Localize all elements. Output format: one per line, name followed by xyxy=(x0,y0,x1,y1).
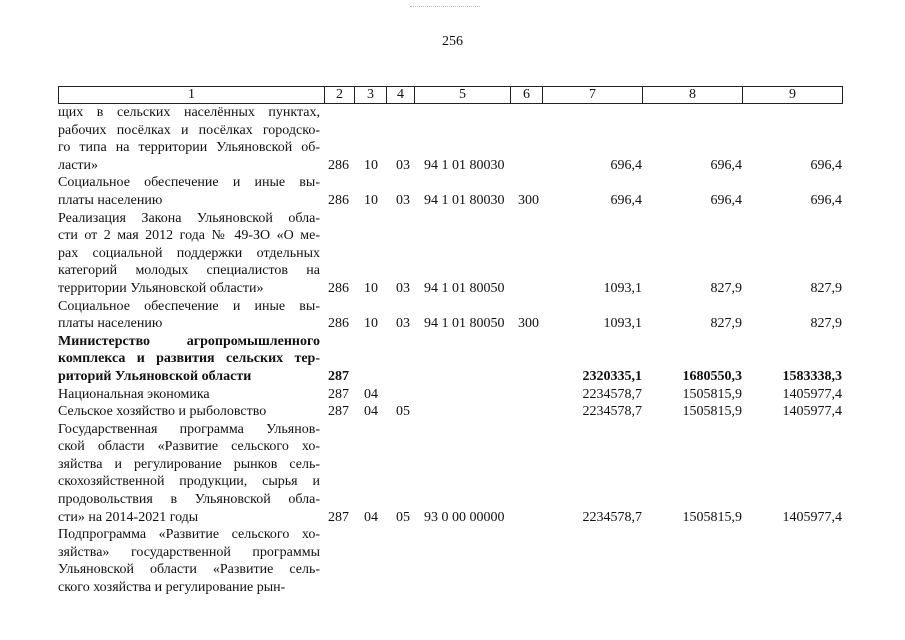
description-line: ского хозяйства и регулирование рын- xyxy=(58,580,286,596)
cell-col-9: 1405977,4 xyxy=(782,404,842,420)
table-row xyxy=(58,174,842,209)
description-line: Социальное обеспечение и иные вы- xyxy=(58,175,320,191)
header-col-3: 3 xyxy=(355,87,387,104)
description-line: скохозяйственной продукции, сырья и xyxy=(58,474,320,490)
cell-col-5: 94 1 01 80030 xyxy=(424,192,505,208)
table-body xyxy=(58,104,842,597)
cell-col-8: 1505815,9 xyxy=(682,404,742,420)
description-line: зяйства» государственной программы xyxy=(58,544,320,560)
header-col-2: 2 xyxy=(325,87,355,104)
cell-col-8: 1505815,9 xyxy=(682,509,742,525)
description-line: сти» на 2014-2021 годы xyxy=(58,509,199,525)
description-line: го типа на территории Ульяновской об- xyxy=(58,140,320,156)
description-line: ласти» xyxy=(58,157,99,173)
description-line: Реализация Закона Ульяновской обла- xyxy=(58,210,320,226)
cell-col-9: 827,9 xyxy=(810,316,842,332)
cell-col-2: 286 xyxy=(328,157,349,173)
cell-col-8: 827,9 xyxy=(710,280,742,296)
cell-col-4: 03 xyxy=(396,157,410,173)
description-line: зяйства и регулирование рынков сель- xyxy=(58,456,320,472)
row-description xyxy=(58,174,320,209)
cell-col-7: 696,4 xyxy=(610,157,642,173)
table-row xyxy=(58,386,842,404)
cell-col-6: 300 xyxy=(518,192,539,208)
table-row xyxy=(58,104,842,174)
row-description xyxy=(58,421,320,527)
row-description xyxy=(58,210,320,298)
cell-col-2: 286 xyxy=(328,192,349,208)
cell-col-4: 05 xyxy=(396,404,410,420)
cell-col-5: 94 1 01 80030 xyxy=(424,157,505,173)
cell-col-2: 286 xyxy=(328,316,349,332)
cell-col-6: 300 xyxy=(518,316,539,332)
cell-col-8: 1680550,3 xyxy=(682,368,742,384)
header-col-5: 5 xyxy=(415,87,511,104)
row-description xyxy=(58,298,320,333)
description-line: платы населению xyxy=(58,192,163,208)
description-line: продовольствия в Ульяновской обла- xyxy=(58,492,320,508)
cell-col-2: 287 xyxy=(328,368,349,384)
cell-col-8: 827,9 xyxy=(710,316,742,332)
row-description xyxy=(58,403,320,421)
description-line: территории Ульяновской области» xyxy=(58,280,264,296)
cell-col-5: 93 0 00 00000 xyxy=(424,509,505,525)
description-line: рабочих посёлках и посёлках городско- xyxy=(58,122,320,138)
description-line: рах социальной поддержки отдельных xyxy=(58,245,320,261)
cell-col-7: 2234578,7 xyxy=(582,509,642,525)
cell-col-7: 2320335,1 xyxy=(582,368,642,384)
cell-col-3: 04 xyxy=(364,404,378,420)
cell-col-4: 03 xyxy=(396,280,410,296)
cell-col-9: 696,4 xyxy=(810,157,842,173)
header-col-6: 6 xyxy=(511,87,543,104)
cell-col-3: 10 xyxy=(364,316,378,332)
table-row xyxy=(58,403,842,421)
header-col-9: 9 xyxy=(743,87,843,104)
cell-col-3: 04 xyxy=(364,509,378,525)
cell-col-3: 10 xyxy=(364,157,378,173)
cell-col-8: 696,4 xyxy=(710,192,742,208)
table-row xyxy=(58,421,842,527)
cell-col-7: 2234578,7 xyxy=(582,386,642,402)
description-line: Подпрограмма «Развитие сельского хо- xyxy=(58,527,320,543)
description-line: комплекса и развития сельских тер- xyxy=(58,351,320,367)
cell-col-7: 2234578,7 xyxy=(582,404,642,420)
row-description xyxy=(58,104,320,174)
cell-col-5: 94 1 01 80050 xyxy=(424,280,505,296)
table-row xyxy=(58,210,842,298)
cell-col-7: 696,4 xyxy=(610,192,642,208)
cell-col-5: 94 1 01 80050 xyxy=(424,316,505,332)
row-description xyxy=(58,526,320,596)
cell-col-9: 1405977,4 xyxy=(782,386,842,402)
description-line: щих в сельских населённых пунктах, xyxy=(58,105,320,120)
cell-col-7: 1093,1 xyxy=(603,316,642,332)
description-line: Национальная экономика xyxy=(58,386,210,402)
description-line: платы населению xyxy=(58,316,163,332)
description-line: категорий молодых специалистов на xyxy=(58,263,320,279)
cell-col-2: 287 xyxy=(328,386,349,402)
description-line: Министерство агропромышленного xyxy=(58,333,320,349)
header-col-1: 1 xyxy=(59,87,325,104)
description-line: Социальное обеспечение и иные вы- xyxy=(58,298,320,314)
cell-col-3: 04 xyxy=(364,386,378,402)
header-col-8: 8 xyxy=(643,87,743,104)
cell-col-9: 827,9 xyxy=(810,280,842,296)
row-description xyxy=(58,333,320,386)
description-line: Сельское хозяйство и рыболовство xyxy=(58,404,267,420)
scan-artifact xyxy=(410,6,480,9)
table-row xyxy=(58,333,842,386)
row-description xyxy=(58,386,320,404)
header-col-7: 7 xyxy=(543,87,643,104)
cell-col-3: 10 xyxy=(364,280,378,296)
cell-col-3: 10 xyxy=(364,192,378,208)
description-line: ской области «Развитие сельского хо- xyxy=(58,439,320,455)
description-line: Государственная программа Ульянов- xyxy=(58,421,320,437)
cell-col-9: 696,4 xyxy=(810,192,842,208)
cell-col-4: 03 xyxy=(396,192,410,208)
description-line: риторий Ульяновской области xyxy=(58,368,252,384)
description-line: Ульяновской области «Развитие сель- xyxy=(58,562,320,578)
cell-col-9: 1583338,3 xyxy=(782,368,842,384)
cell-col-8: 696,4 xyxy=(710,157,742,173)
cell-col-7: 1093,1 xyxy=(603,280,642,296)
cell-col-2: 287 xyxy=(328,509,349,525)
cell-col-2: 287 xyxy=(328,404,349,420)
cell-col-8: 1505815,9 xyxy=(682,386,742,402)
table-row xyxy=(58,526,842,596)
cell-col-4: 03 xyxy=(396,316,410,332)
description-line: сти от 2 мая 2012 года № 49-ЗО «О ме- xyxy=(58,228,320,244)
page-number: 256 xyxy=(442,34,463,49)
table-header xyxy=(58,86,843,104)
cell-col-9: 1405977,4 xyxy=(782,509,842,525)
table-row xyxy=(58,298,842,333)
cell-col-2: 286 xyxy=(328,280,349,296)
header-col-4: 4 xyxy=(387,87,415,104)
cell-col-4: 05 xyxy=(396,509,410,525)
